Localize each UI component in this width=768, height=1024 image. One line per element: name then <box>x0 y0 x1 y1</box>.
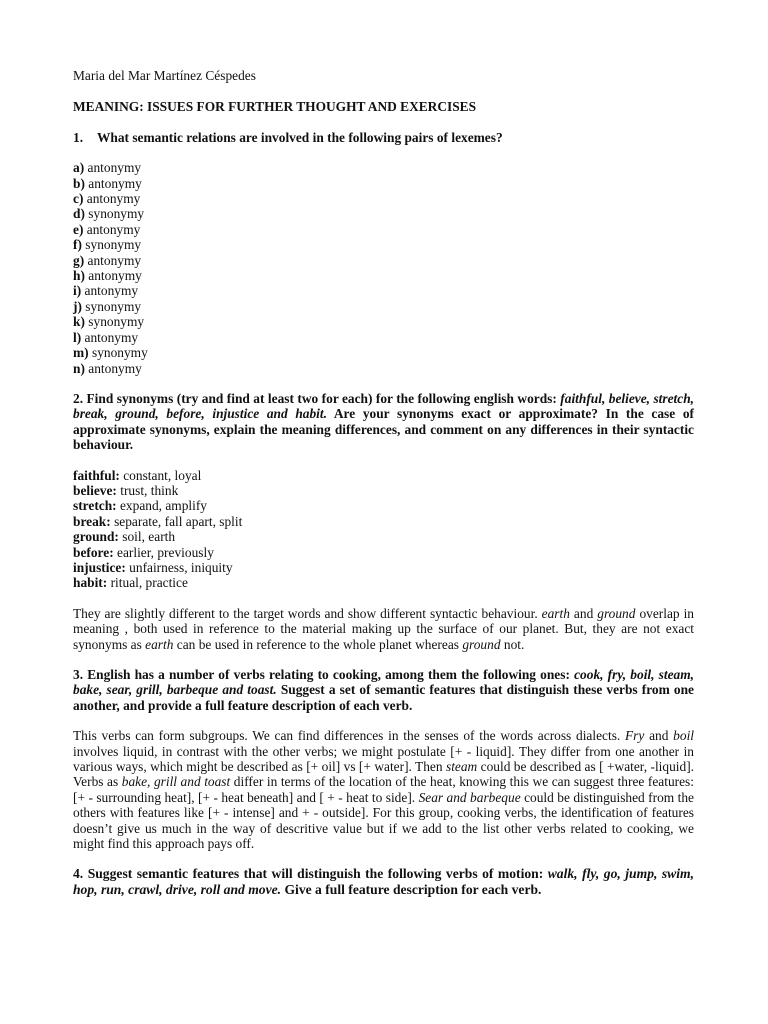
question-2-words: faithful, believe, stretch, break, ground, before, injustice and habit. <box>73 390 695 422</box>
answer-row <box>73 345 694 360</box>
synonym-row <box>73 498 694 513</box>
answer-value: antonymy <box>87 252 142 268</box>
answer-key: k) <box>73 314 85 330</box>
synonym-value: expand, amplify <box>119 498 207 514</box>
answer-text: and <box>644 728 674 744</box>
synonym-row <box>73 575 694 590</box>
synonym-row <box>73 529 694 544</box>
answer-value: synonymy <box>91 345 148 361</box>
question-4 <box>73 866 694 897</box>
answer-value: antonymy <box>88 268 142 284</box>
answer-value: antonymy <box>88 175 142 191</box>
question-4-prefix: 4. Suggest semantic features that will distinguish the following verbs of motion: <box>73 866 548 882</box>
question-3-words: cook, fry, boil, steam, bake, sear, grill, barbeque and toast. <box>73 667 694 698</box>
answer-term: boil <box>673 728 695 744</box>
answer-row <box>73 283 694 298</box>
answer-text: differ in terms of the location of the heat, knowing this we can suggest three features: [+ - surrounding heat], [+ - heat beneath] and [ + - heat to side]. <box>73 774 694 805</box>
comment-term: earth <box>541 605 570 621</box>
question-3-prefix: 3. English has a number of verbs relating to cooking, among them the following ones: <box>73 667 575 682</box>
synonym-key: believe: <box>73 482 117 498</box>
answer-value: antonymy <box>87 160 142 176</box>
answer-row <box>73 191 694 206</box>
document-page <box>73 68 694 897</box>
answer-value: antonymy <box>84 329 139 345</box>
answer-text: could be distinguished from the others with features like [+ - intense] and + - outside]. For this group, cooking verbs, the identification of features doesn’t give us much in the way of descritive value but if we add to the list other verbs related to cooking, we might find this approach pays off. <box>73 789 695 852</box>
answer-value: synonymy <box>88 206 145 222</box>
answer-row <box>73 361 694 376</box>
answer-row <box>73 237 694 252</box>
synonym-row <box>73 545 694 560</box>
author-name: Maria del Mar Martínez Céspedes <box>73 68 256 83</box>
answer-row <box>73 314 694 329</box>
synonym-row <box>73 468 694 483</box>
answer-value: synonymy <box>85 237 142 253</box>
synonym-value: soil, earth <box>122 529 176 545</box>
answer-text: could be described as [ +water, -liquid]. Verbs as <box>73 759 694 790</box>
question-2-prefix: 2. Find synonyms (try and find at least two for each) for the following english words: <box>73 390 561 406</box>
answer-row <box>73 176 694 191</box>
synonym-key: break: <box>73 513 111 529</box>
question-3-suffix: Suggest a set of semantic features that distinguish these verbs from one another, and provide a full feature description of each verb. <box>73 682 694 713</box>
answer-key: b) <box>73 175 85 191</box>
answer-value: synonymy <box>85 298 142 314</box>
question-2-answers <box>73 468 694 591</box>
synonym-key: ground: <box>73 529 119 545</box>
question-1-number: 1. <box>73 129 84 145</box>
answer-value: synonymy <box>88 314 145 330</box>
synonym-value: constant, loyal <box>123 467 202 483</box>
synonym-value: trust, think <box>120 482 179 498</box>
answer-value: antonymy <box>86 191 141 207</box>
question-1-answers <box>73 160 694 376</box>
synonym-value: separate, fall apart, split <box>114 513 243 529</box>
question-2 <box>73 391 694 453</box>
answer-key: j) <box>73 298 82 314</box>
answer-key: a) <box>73 160 85 176</box>
document-title: MEANING: ISSUES FOR FURTHER THOUGHT AND EXERCISES <box>73 99 477 115</box>
question-2-suffix: Are your synonyms exact or approximate? In the case of approximate synonyms, explain the meaning differences, and comment on any differences in their syntactic behaviour. <box>73 406 694 453</box>
comment-text: not. <box>500 636 525 652</box>
question-2-comment <box>73 606 694 652</box>
synonym-key: stretch: <box>73 498 117 514</box>
synonym-value: earlier, previously <box>117 544 214 560</box>
question-1 <box>73 130 694 145</box>
answer-row <box>73 268 694 283</box>
synonym-value: unfairness, iniquity <box>129 559 233 575</box>
comment-term: ground <box>462 636 501 652</box>
synonym-key: before: <box>73 544 114 560</box>
question-4-words: walk, fly, go, jump, swim, hop, run, crawl, drive, roll and move. <box>73 866 694 897</box>
question-3 <box>73 667 694 713</box>
question-1-text: What semantic relations are involved in the following pairs of lexemes? <box>97 129 503 145</box>
question-4-suffix: Give a full feature description for each verb. <box>281 881 542 897</box>
synonym-value: ritual, practice <box>110 575 188 591</box>
comment-text: and <box>569 605 598 621</box>
answer-row <box>73 160 694 175</box>
answer-value: antonymy <box>84 283 139 299</box>
synonym-key: injustice: <box>73 559 126 575</box>
answer-key: m) <box>73 345 89 361</box>
answer-term: steam <box>445 759 478 775</box>
answer-term: Sear and barbeque <box>418 789 521 805</box>
answer-key: n) <box>73 360 85 376</box>
comment-text: can be used in reference to the whole planet whereas <box>173 636 463 652</box>
answer-key: d) <box>73 206 85 222</box>
synonym-row <box>73 560 694 575</box>
synonym-key: faithful: <box>73 467 120 483</box>
answer-row <box>73 206 694 221</box>
synonym-row <box>73 483 694 498</box>
answer-key: c) <box>73 191 84 207</box>
comment-text: overlap in meaning , both used in reference to the material making up the surface of our planet. But, they are not exact synonyms as <box>73 605 694 652</box>
answer-key: i) <box>73 283 82 299</box>
answer-key: e) <box>73 221 84 237</box>
answer-term: bake, grill and toast <box>121 774 231 790</box>
synonym-row <box>73 514 694 529</box>
answer-row <box>73 222 694 237</box>
answer-row <box>73 330 694 345</box>
comment-text: They are slightly different to the target words and show different syntactic behaviour. <box>73 605 542 621</box>
answer-text: involves liquid, in contrast with the other verbs; we might postulate [+ - liquid]. They differ from one another in various ways, which might be described as [+ oil] vs [+ water]. Then <box>73 743 694 775</box>
question-3-answer <box>73 728 694 851</box>
answer-key: g) <box>73 252 85 268</box>
answer-key: l) <box>73 329 82 345</box>
answer-key: h) <box>73 268 85 284</box>
comment-term: earth <box>145 636 174 652</box>
synonym-key: habit: <box>73 575 108 591</box>
answer-text: This verbs can form subgroups. We can find differences in the senses of the words across dialects. <box>73 728 625 744</box>
answer-row <box>73 299 694 314</box>
answer-row <box>73 253 694 268</box>
answer-term: Fry <box>625 728 645 744</box>
answer-value: antonymy <box>88 360 142 376</box>
answer-key: f) <box>73 237 82 253</box>
answer-value: antonymy <box>86 221 141 237</box>
comment-term: ground <box>597 605 636 621</box>
